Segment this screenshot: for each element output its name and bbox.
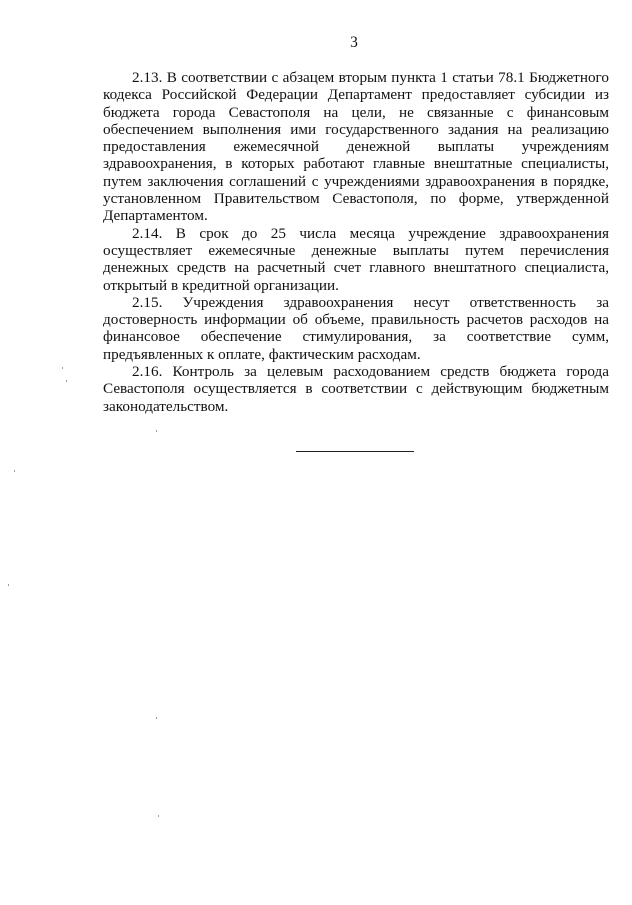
- paragraph-2-15: 2.15. Учреждения здравоохранения несут ответственность за достоверность информации об объеме, правильность расчетов расходов на финансовое обеспечение стимулирования, за соответствие сумм, предъявленных к оплате, фактическим расходам.: [103, 293, 609, 363]
- scan-speck: [8, 584, 9, 586]
- scan-speck: [156, 717, 157, 719]
- page-number: 3: [350, 34, 358, 51]
- scan-speck: [66, 380, 67, 382]
- paragraph-2-13: 2.13. В соответствии с абзацем вторым пункта 1 статьи 78.1 Бюджетного кодекса Российской Федерации Департамент предоставляет субсидии из бюджета города Севастополя на цели, не связанные с финансовым обеспечением выполнения ими государственного задания на реализацию предоставления ежемесячной денежной выплаты учреждениям здравоохранения, в которых работают главные внештатные специалисты, путем заключения соглашений с учреждениями здравоохранения в порядке, установленном Правительством Севастополя, по форме, утвержденной Департаментом.: [103, 69, 609, 225]
- scan-speck: [14, 470, 15, 472]
- scan-speck: [158, 815, 159, 817]
- paragraph-2-16: 2.16. Контроль за целевым расходованием средств бюджета города Севастополя осуществляется в соответствии с действующим бюджетным законодательством.: [103, 363, 609, 415]
- end-of-text-rule: [296, 451, 414, 452]
- scan-speck: [62, 367, 63, 369]
- scan-speck: [156, 430, 157, 432]
- document-body: [103, 69, 609, 415]
- paragraph-2-14: 2.14. В срок до 25 числа месяца учреждение здравоохранения осуществляет ежемесячные денежные выплаты путем перечисления денежных средств на расчетный счет главного внештатного специалиста, открытый в кредитной организации.: [103, 224, 609, 294]
